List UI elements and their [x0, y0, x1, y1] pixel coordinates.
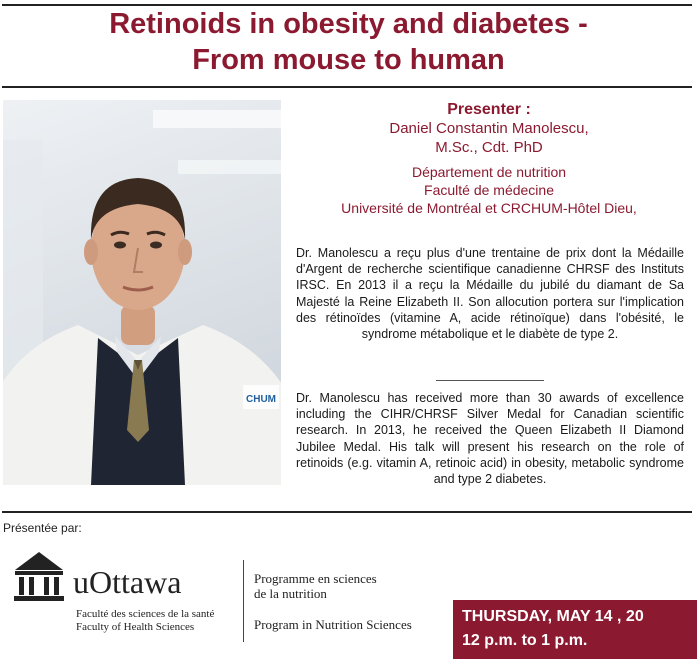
presenter-degrees: M.Sc., Cdt. PhD	[435, 139, 543, 156]
faculty-name-fr: Faculté des sciences de la santé	[76, 608, 215, 620]
bio-separator	[436, 380, 544, 381]
title-line-2: From mouse to human	[192, 44, 505, 76]
sponsor-label: Présentée par:	[3, 521, 82, 535]
presenter-photo	[3, 100, 281, 485]
presenter-affiliation	[283, 163, 695, 217]
program-name-fr	[254, 571, 377, 601]
title-line-1: Retinoids in obesity and diabetes -	[109, 8, 588, 40]
title-rule	[2, 86, 692, 88]
university-building-icon	[12, 548, 66, 604]
university-wordmark: uOttawa	[73, 564, 182, 600]
event-date: THURSDAY, MAY 14 , 20	[462, 608, 644, 625]
top-rule	[2, 4, 692, 6]
affiliation-department: Département de nutrition	[411, 164, 567, 180]
affiliation-faculty: Faculté de médecine	[424, 182, 554, 198]
program-fr-line-2: de la nutrition	[254, 586, 327, 601]
affiliation-university: Université de Montréal et CRCHUM-Hôtel Dieu,	[341, 200, 637, 216]
presenter-name: Daniel Constantin Manolescu,	[389, 120, 589, 137]
event-datetime-box	[453, 600, 697, 659]
poster-title	[0, 6, 697, 78]
footer-divider	[243, 560, 244, 642]
faculty-name	[76, 608, 214, 634]
program-fr-line-1: Programme en sciences	[254, 571, 377, 586]
photo-badge-text: CHUM	[246, 394, 276, 405]
event-time: 12 p.m. to 1 p.m.	[462, 632, 588, 649]
program-name-en: Program in Nutrition Sciences	[254, 617, 412, 632]
presenter-label: Presenter :	[447, 101, 531, 118]
footer-rule	[2, 511, 692, 513]
bio-french: Dr. Manolescu a reçu plus d'une trentaine de prix dont la Médaille d'Argent de recherche scientifique canadienne CHRSF des Instituts IRSC. En 2013 il a reçu la Médaille du jubilé du diamant de Sa Majesté la Reine Elizabeth II. Son allocution portera sur l'implication des rétinoïdes (vitamine A, acide rétinoïque) dans l'obésité, le syndrome métabolique et le diabète de type 2.	[296, 246, 684, 342]
faculty-name-en: Faculty of Health Sciences	[76, 621, 195, 633]
presenter-block	[283, 100, 695, 217]
presenter-portrait	[3, 100, 281, 485]
bio-english: Dr. Manolescu has received more than 30 awards of excellence including the CIHR/CHRSF Silver Medal for Canadian scientific research. In 2013, he received the Queen Elizabeth II Diamond Jubilee Medal. His talk will present his research on the role of retinoids (e.g. vitamin A, retinoic acid) in obesity, metabolic syndrome and type 2 diabetes.	[296, 391, 684, 487]
